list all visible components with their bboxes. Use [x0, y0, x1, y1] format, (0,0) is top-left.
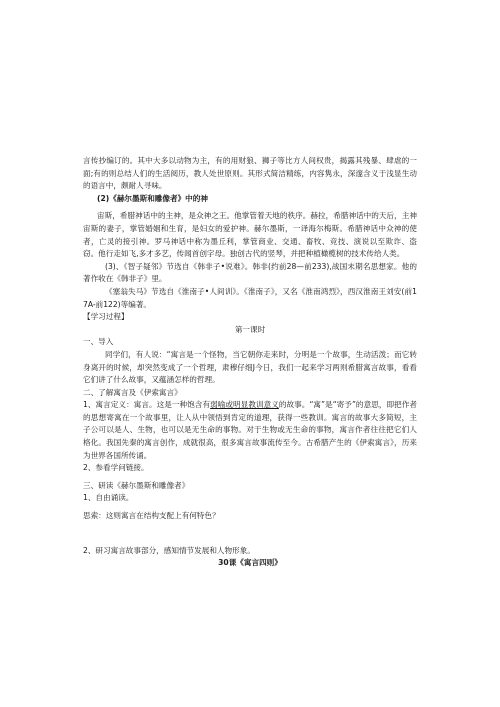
definition-body: 的故事。“寓”是“寄予”的意思，即把作者的思想寄寓在一个故事里，让人从中领悟到肯定的道理，获得一些教训。寓言的故事大多简短，主子公可以是人、生物，也可以是无生命的事物。对于生物或无生命的事物，寓言作者往往把它们人格化。我国先秦的寓言创作，成就很高，很多寓言故事流传至今。古希腊产生的《伊索寓言》，历来为世界各国所传诵。: [83, 400, 418, 460]
section-heading-gods: (2)《赫尔墨斯和雕像者》中的神: [97, 193, 208, 203]
lesson-title: 第一课时: [234, 324, 266, 334]
gods-paragraph: 宙斯，希腊神话中的主神，是众神之王。他掌管着天地的秩序。赫拉，希腊神话中的天后，主神宙斯的妻子，掌管婚姻和生育，是妇女的爱护神。赫尔墨斯，一译海尔梅斯。希腊神话中众神的使者，亡灵的接引神。罗马神话中称为墨丘利，掌管商业、交通、畜牧、竞技、演说以至欺诈、盗窃。他行走如飞,多才多艺，传闻首创字母。独创古代的竖琴，并把种植橄榄树的技术传给人类。: [83, 211, 417, 259]
definition-lead: 1、寓言定义：寓言。这是一种饱含有: [83, 400, 211, 410]
zhizi-paragraph: (3)、《智子疑邻》节选自《韩非子•说难》。韩非(约前28—前233),战国末期名思想家。他的著作收在《韩非子》里。: [83, 261, 417, 284]
saiweng-paragraph: 《塞翁失马》节选自《淮南子•人间训》。《淮南子》，又名《淮南鸿烈》，西汉淮南王刘安(前17A-前122)等编著。: [83, 286, 417, 309]
intro-lecture-paragraph: 同学们，有人说：“寓言是一个怪物，当它朝你走来时，分明是一个故事，生动活泼；而它转身离开的时候，却突然变成了一个哲理，肃穆仔细J今日，我们一起来学习两则希腊寓言故事，看看它们讲了什么故事，又蕴涵怎样的哲理。: [83, 349, 417, 385]
study-fable-item: 2、研习寓言故事部分，感知情节发展和人物形象。: [83, 545, 255, 555]
section-hermes-heading: 三、研读《赫尔墨斯和雕像者》: [83, 480, 190, 490]
section-aesop-heading: 二、了解寓言及《伊索寓言》: [83, 387, 182, 397]
knowledge-link-item: 2、参看学问链接。: [83, 463, 149, 473]
fable-definition-paragraph: [83, 399, 417, 462]
thinking-question: 思索：这则寓言在结构支配上有何特色？: [83, 511, 220, 521]
study-process-label: 【学习过程】: [83, 312, 129, 322]
section-intro-heading: 一、导入: [83, 337, 114, 347]
intro-paragraph: 言传抄编订的。其中大多以动物为主，有的用财狼、狮子等比方人间权贵，揭露其残暴、肆虐的一面;有的则总结人们的生活阅历，教人处世原则。其形式简洁精练，内容隽永，深邃含义于浅显生动的语言中，颇耐人寻味。: [83, 156, 417, 191]
document-body: [83, 155, 417, 570]
definition-underlined: 弱喻或明显教训意义: [210, 400, 279, 410]
lesson-footer-title: 30课《寓言四则》: [218, 558, 282, 568]
free-reading-item: 1、自由诵读。: [83, 493, 134, 503]
